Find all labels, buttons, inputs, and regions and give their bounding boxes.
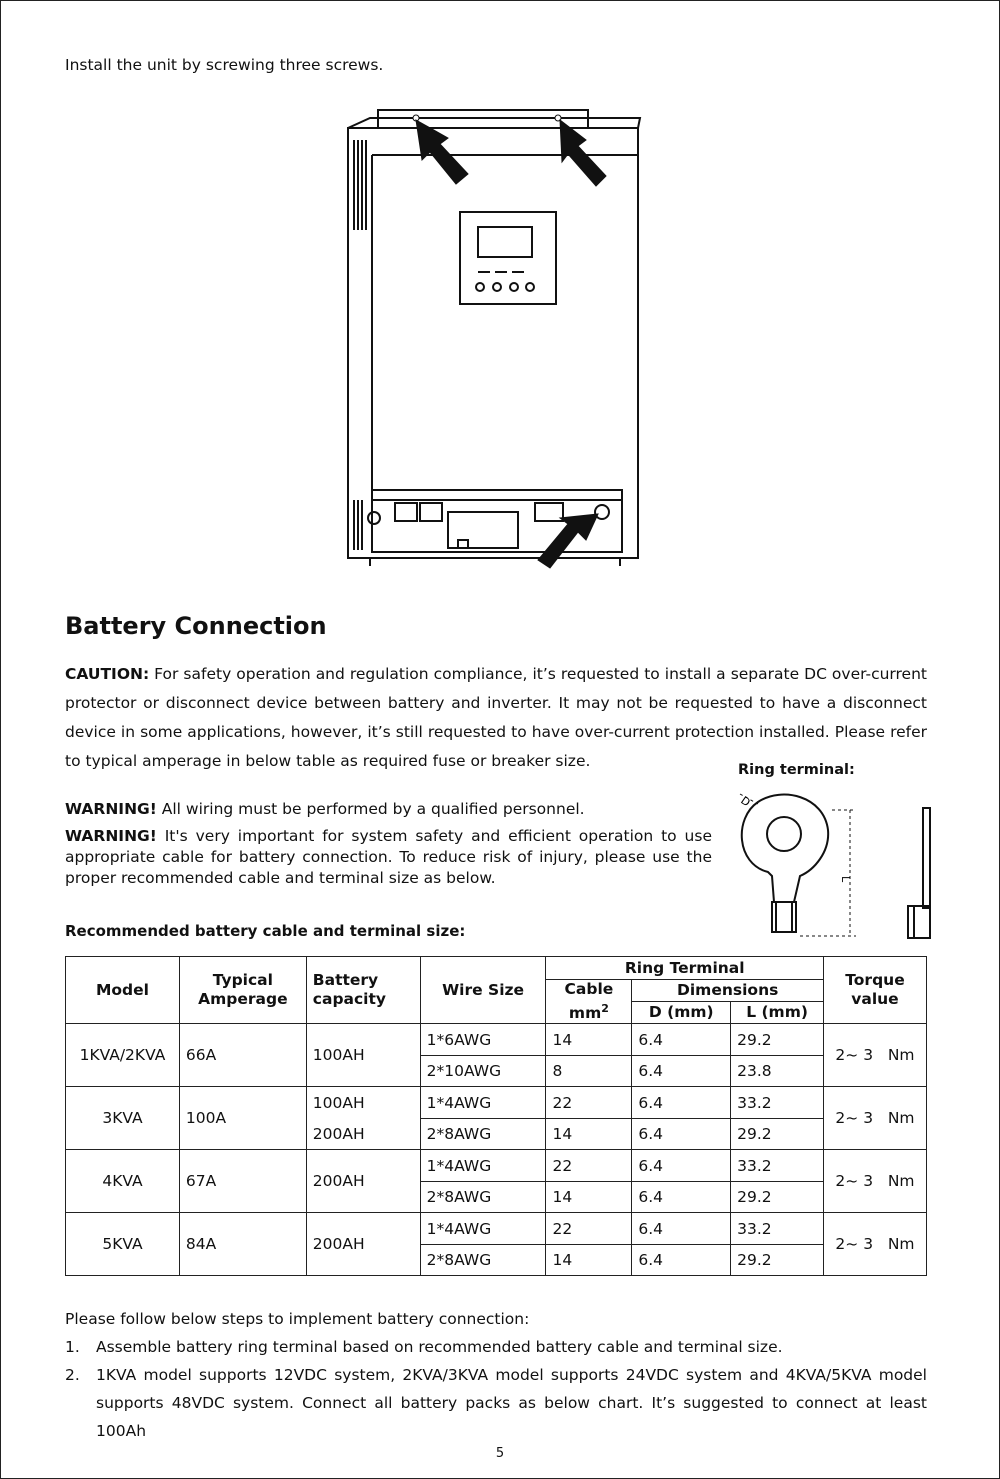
- cell-d: 6.4: [632, 1024, 731, 1056]
- cell-model: 1KVA/2KVA: [66, 1024, 180, 1087]
- step-one-text: Assemble battery ring terminal based on recommended battery cable and terminal size.: [96, 1338, 783, 1356]
- warning-two-text: It's very important for system safety and efficient operation to use appropriate cable for battery connection. To reduce risk of injury, please use the proper recommended cable and terminal size as below.: [65, 827, 712, 887]
- cell-model: 4KVA: [66, 1150, 180, 1213]
- step-two-number: 2.: [65, 1366, 80, 1384]
- header-value: value: [851, 990, 899, 1009]
- caution-paragraph: [65, 660, 927, 776]
- warning-one-text: All wiring must be performed by a qualified personnel.: [156, 800, 585, 818]
- header-ring-terminal: Ring Terminal: [546, 957, 824, 980]
- cell-wire-size: 2*8AWG: [420, 1182, 546, 1213]
- cell-capacity: 100AH: [306, 1024, 420, 1087]
- cell-cable: 14: [546, 1119, 632, 1150]
- cell-capacity: 200AH: [306, 1119, 420, 1150]
- cell-amperage: 67A: [179, 1150, 306, 1213]
- caution-label: CAUTION:: [65, 665, 150, 683]
- cell-amperage: 84A: [179, 1213, 306, 1276]
- header-capacity: capacity: [312, 990, 387, 1009]
- intro-text: Install the unit by screwing three screws.: [65, 56, 384, 74]
- caution-text: For safety operation and regulation compliance, it’s requested to install a separate DC over-current protector or disconnect device between battery and inverter. It may not be requested to have a disconnect device in some applications, however, it’s still requested to have over-current protection installed. Please refer to typical amperage in below table as required fuse or breaker size.: [65, 665, 927, 770]
- cell-amperage: 100A: [179, 1087, 306, 1150]
- header-wire-size: Wire Size: [420, 957, 546, 1024]
- cell-l: 29.2: [731, 1245, 824, 1276]
- header-typical-amperage: [179, 957, 306, 1024]
- header-typical: Typical: [212, 971, 273, 990]
- cell-d: 6.4: [632, 1056, 731, 1087]
- table-row: [66, 1213, 927, 1245]
- steps-intro: Please follow below steps to implement battery connection:: [65, 1310, 530, 1328]
- ring-terminal-label: Ring terminal:: [738, 762, 855, 778]
- warning-two: [65, 826, 712, 889]
- cell-wire-size: 2*8AWG: [420, 1119, 546, 1150]
- header-cable-mm2: [546, 980, 632, 1024]
- cell-l: 33.2: [731, 1150, 824, 1182]
- warning-two-label: WARNING!: [65, 827, 157, 845]
- cell-l: 29.2: [731, 1119, 824, 1150]
- cell-capacity: 100AH: [306, 1087, 420, 1119]
- warning-one: [65, 799, 715, 819]
- cell-l: 33.2: [731, 1087, 824, 1119]
- dim-l-label: L: [839, 876, 852, 883]
- cell-d: 6.4: [632, 1119, 731, 1150]
- inverter-illustration: [340, 100, 650, 580]
- cell-d: 6.4: [632, 1182, 731, 1213]
- cell-l: 23.8: [731, 1056, 824, 1087]
- header-model: Model: [66, 957, 180, 1024]
- cell-torque: 2~ 3 Nm: [823, 1024, 926, 1087]
- cell-wire-size: 2*8AWG: [420, 1245, 546, 1276]
- cell-capacity: 200AH: [306, 1150, 420, 1213]
- table-body: [66, 1024, 927, 1276]
- header-d-mm: D (mm): [632, 1002, 731, 1024]
- table-title: Recommended battery cable and terminal size:: [65, 922, 466, 940]
- cell-amperage: 66A: [179, 1024, 306, 1087]
- page-number: 5: [495, 1446, 505, 1461]
- header-dimensions: Dimensions: [632, 980, 824, 1002]
- cell-torque: 2~ 3 Nm: [823, 1087, 926, 1150]
- cell-cable: 22: [546, 1087, 632, 1119]
- cell-d: 6.4: [632, 1245, 731, 1276]
- cell-wire-size: 1*4AWG: [420, 1150, 546, 1182]
- cell-cable: 14: [546, 1182, 632, 1213]
- cell-cable: 22: [546, 1150, 632, 1182]
- section-title: Battery Connection: [65, 612, 327, 640]
- cell-l: 33.2: [731, 1213, 824, 1245]
- table-row: [66, 1087, 927, 1119]
- cell-wire-size: 1*6AWG: [420, 1024, 546, 1056]
- cell-cable: 8: [546, 1056, 632, 1087]
- header-torque-value: [823, 957, 926, 1024]
- cell-wire-size: 1*4AWG: [420, 1213, 546, 1245]
- battery-cable-table: [65, 956, 927, 1276]
- dim-d-label: D: [738, 793, 753, 810]
- header-battery-capacity: [306, 957, 420, 1024]
- cell-l: 29.2: [731, 1182, 824, 1213]
- header-l-mm: L (mm): [731, 1002, 824, 1024]
- cell-torque: 2~ 3 Nm: [823, 1213, 926, 1276]
- header-cable: Cable: [564, 980, 614, 998]
- cell-wire-size: 1*4AWG: [420, 1087, 546, 1119]
- cell-cable: 14: [546, 1245, 632, 1276]
- cell-cable: 22: [546, 1213, 632, 1245]
- cell-torque: 2~ 3 Nm: [823, 1150, 926, 1213]
- table-row: [66, 1024, 927, 1056]
- cell-l: 29.2: [731, 1024, 824, 1056]
- cell-cable: 14: [546, 1024, 632, 1056]
- header-mm: mm: [568, 1004, 602, 1023]
- ring-terminal-illustration: [728, 790, 933, 940]
- step-one-number: 1.: [65, 1338, 80, 1356]
- cell-capacity: 200AH: [306, 1213, 420, 1276]
- table-row: [66, 1150, 927, 1182]
- warning-one-label: WARNING!: [65, 800, 157, 818]
- cell-wire-size: 2*10AWG: [420, 1056, 546, 1087]
- header-mm-sup: 2: [601, 1002, 609, 1015]
- header-torque: Torque: [845, 971, 905, 990]
- cell-d: 6.4: [632, 1087, 731, 1119]
- cell-d: 6.4: [632, 1213, 731, 1245]
- header-amperage: Amperage: [198, 990, 288, 1009]
- step-two-text: 1KVA model supports 12VDC system, 2KVA/3KVA model supports 24VDC system and 4KVA/5KVA model supports 48VDC system. Connect all battery packs as below chart. It’s suggested to connect at least 100Ah: [96, 1366, 927, 1440]
- cell-model: 3KVA: [66, 1087, 180, 1150]
- header-battery: Battery: [312, 971, 379, 990]
- cell-d: 6.4: [632, 1150, 731, 1182]
- cell-model: 5KVA: [66, 1213, 180, 1276]
